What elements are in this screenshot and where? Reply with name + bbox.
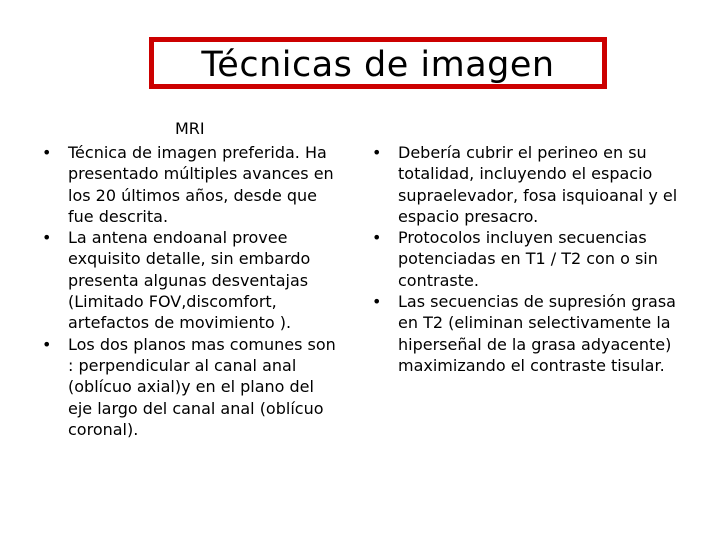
bullet-icon: •: [372, 143, 382, 162]
bullet-text: Técnica de imagen preferida. Ha presentado múltiples avances en los 20 últimos años, desde que fue descrita.: [68, 143, 334, 226]
bullet-text: Los dos planos mas comunes son : perpendicular al canal anal (oblícuo axial)y en el plano del eje largo del canal anal (oblícuo coronal).: [68, 334, 336, 439]
bullet-icon: •: [42, 143, 52, 162]
bullet-item: [36, 142, 336, 227]
right-bullet-list: [366, 142, 694, 376]
bullet-item: [36, 227, 336, 333]
bullet-text: La antena endoanal provee exquisito detalle, sin embardo presenta algunas desventajas (Limitado FOV,discomfort, artefactos de movimiento ).: [68, 228, 311, 333]
left-bullet-list: [36, 142, 336, 440]
bullet-item: [36, 334, 336, 440]
bullet-icon: •: [42, 228, 52, 248]
bullet-text: Protocolos incluyen secuencias potenciadas en T1 / T2 con o sin contraste.: [398, 228, 658, 290]
bullet-item: [366, 227, 694, 291]
bullet-text: Debería cubrir el perineo en su totalidad, incluyendo el espacio supraelevador, fosa isquioanal y el espacio presacro.: [398, 143, 678, 226]
section-subtitle: MRI: [175, 119, 205, 138]
bullet-text: Las secuencias de supresión grasa en T2 (eliminan selectivamente la hiperseñal de la grasa adyacente) maximizando el contraste tisular.: [398, 292, 676, 375]
bullet-icon: •: [372, 292, 382, 312]
bullet-icon: •: [372, 228, 382, 248]
bullet-item: [366, 291, 694, 376]
bullet-item: [366, 142, 694, 227]
bullet-icon: •: [42, 334, 52, 354]
slide-title-box: [149, 37, 607, 89]
slide-title: Técnicas de imagen: [201, 45, 555, 85]
